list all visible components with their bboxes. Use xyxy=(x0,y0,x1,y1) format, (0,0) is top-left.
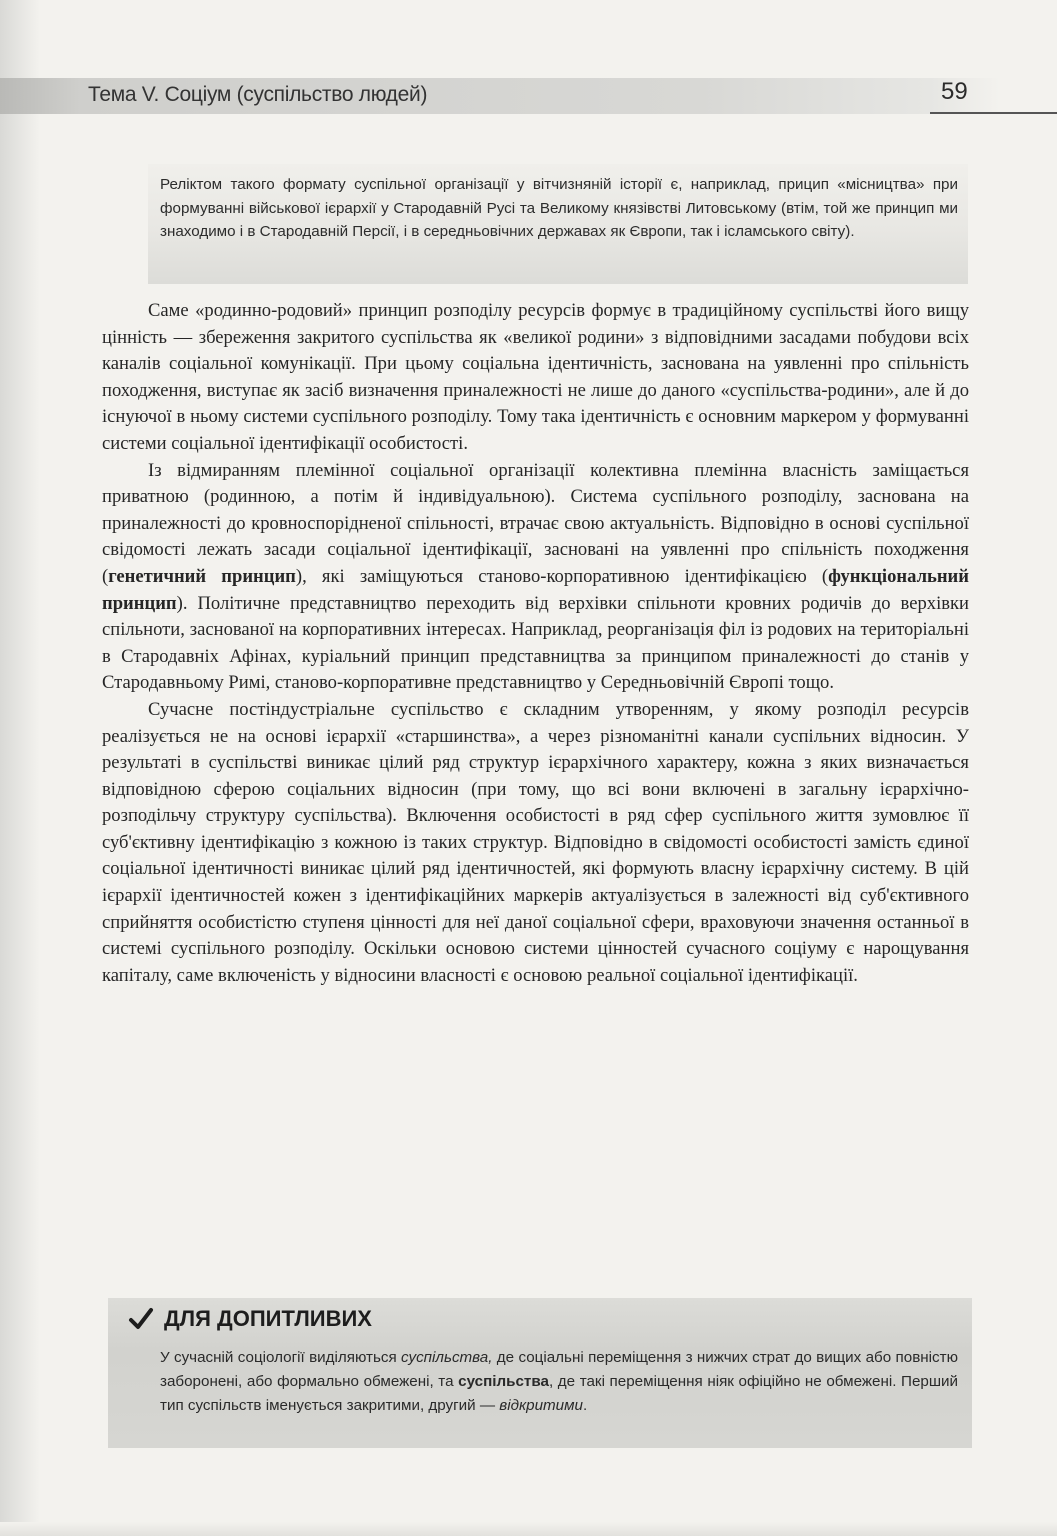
running-header-title: Тема V. Соціум (суспільство людей) xyxy=(88,83,428,106)
paragraph-2 xyxy=(102,458,969,697)
page-edge-shadow xyxy=(0,0,40,1536)
paragraph-1: Саме «родинно-родовий» принцип розподілу ресурсів формує в традиційному суспільстві його вищу цінність — збереження закритого суспільства як «великої родини» з відповідними засадами побудови всіх каналів соціальної комунікації. При цьому соціальна ідентичність, заснована на уявленні про спільність походження, виступає як засіб визначення приналежності не лише до даного «суспільства-родини», але й до існуючої в ньому системи суспільного розподілу. Тому така ідентичність є основним маркером у формуванні системи соціальної ідентифікації особистості. xyxy=(102,300,969,454)
term-societies-bold: суспільства xyxy=(458,1372,549,1390)
paragraph-2-part-c: ), які заміщуються станово-корпоративною ідентифікацією ( xyxy=(295,565,829,587)
paragraph-2-part-e: ). Політичне представництво переходить від верхівки спільноти кровних родичів до верхівки спільноти, заснованої на корпоративних інтересах. Наприклад, реорганізація філ із родових на територіальні в Стародавніх Афінах, куріальний принцип представництва за принципом приналежності до станів у Стародавньому Римі, станово-корпоративне представництво у Середньовічній Європі тощо. xyxy=(102,592,969,694)
paragraph-2-part-a: Із відмиранням племінної соціальної організації колективна племінна власність заміщається приватною (родинною, а потім й індивідуальною). Система суспільного розподілу, заснована на приналежності до кровноспорідненої спільності, втрачає свою актуальність. Відповідно в основі суспільної свідомості лежать засади соціальної ідентифікації, засновані на уявленні про спільність походження ( xyxy=(102,459,969,587)
check-icon xyxy=(128,1306,154,1332)
header-rule xyxy=(930,112,1057,114)
sidebar-text-part-7: . xyxy=(582,1396,588,1414)
sidebar-text-part-5: , де такі переміщення ніяк офіційно не обмежені. Перший тип суспільств іменується закритими, другий — xyxy=(160,1372,958,1414)
sidebar-text-part-1: У сучасній соціології виділяються xyxy=(160,1349,402,1366)
sidebar-heading-label: ДЛЯ ДОПИТЛИВИХ xyxy=(164,1306,372,1331)
note-text: Реліктом такого формату суспільної організації у вітчизняній історії є, наприклад, прицип «місництва» при формуванні військової ієрархії у Стародавній Русі та Великому князівстві Литовському (втім, той же принцип ми знаходимо і в Стародавній Персії, і в середньовічних державах як Європи, так і ісламського світу). xyxy=(160,176,958,241)
term-genetic-principle: генетичний принцип xyxy=(108,565,296,587)
page-bottom-edge xyxy=(0,1522,1057,1536)
main-text xyxy=(102,298,969,989)
page-number: 59 xyxy=(941,78,968,105)
sidebar-heading xyxy=(128,1306,372,1332)
term-societies-italic: суспільства, xyxy=(401,1349,493,1366)
sidebar-text xyxy=(160,1346,958,1417)
term-functional-principle: функціональний принцип xyxy=(102,565,969,614)
sidebar-text-part-3: де соціальні переміщення з нижчих страт до вищих або повністю заборонені, або формально обмежені, та xyxy=(160,1349,958,1390)
term-open-italic: відкритими xyxy=(499,1396,583,1414)
paragraph-3: Сучасне постіндустріальне суспільство є складним утворенням, у якому розподіл ресурсів реалізується не на основі ієрархії «старшинства», а через різноманітні канали суспільних відносин. У результаті в суспільстві виникає цілий ряд структур ієрархічного характеру, кожна з яких визначається відповідною сферою соціальних відносин (при тому, що всі вони включені в загальну ієрархічно-розподільчу структуру суспільства). Включення особистості в ряд сфер суспільного життя зумовлює її суб'єктивну ідентифікацію з кожною із таких структур. Відповідно в свідомості особистості замість єдиної соціальної ідентичності виникає цілий ряд ідентичностей, які формують власну ієрархічну систему. В цій ієрархії ідентичностей кожен з ідентифікаційних маркерів актуалізується в залежності від суб'єктивного сприйняття особистістю ступеня цінності для неї даної соціальної сфери, враховуючи значення останньої в системі суспільного розподілу. Оскільки основою системи цінностей сучасного соціуму є нарощування капіталу, саме включеність у відносини власності є основою реальної соціальної ідентифікації. xyxy=(102,698,969,986)
